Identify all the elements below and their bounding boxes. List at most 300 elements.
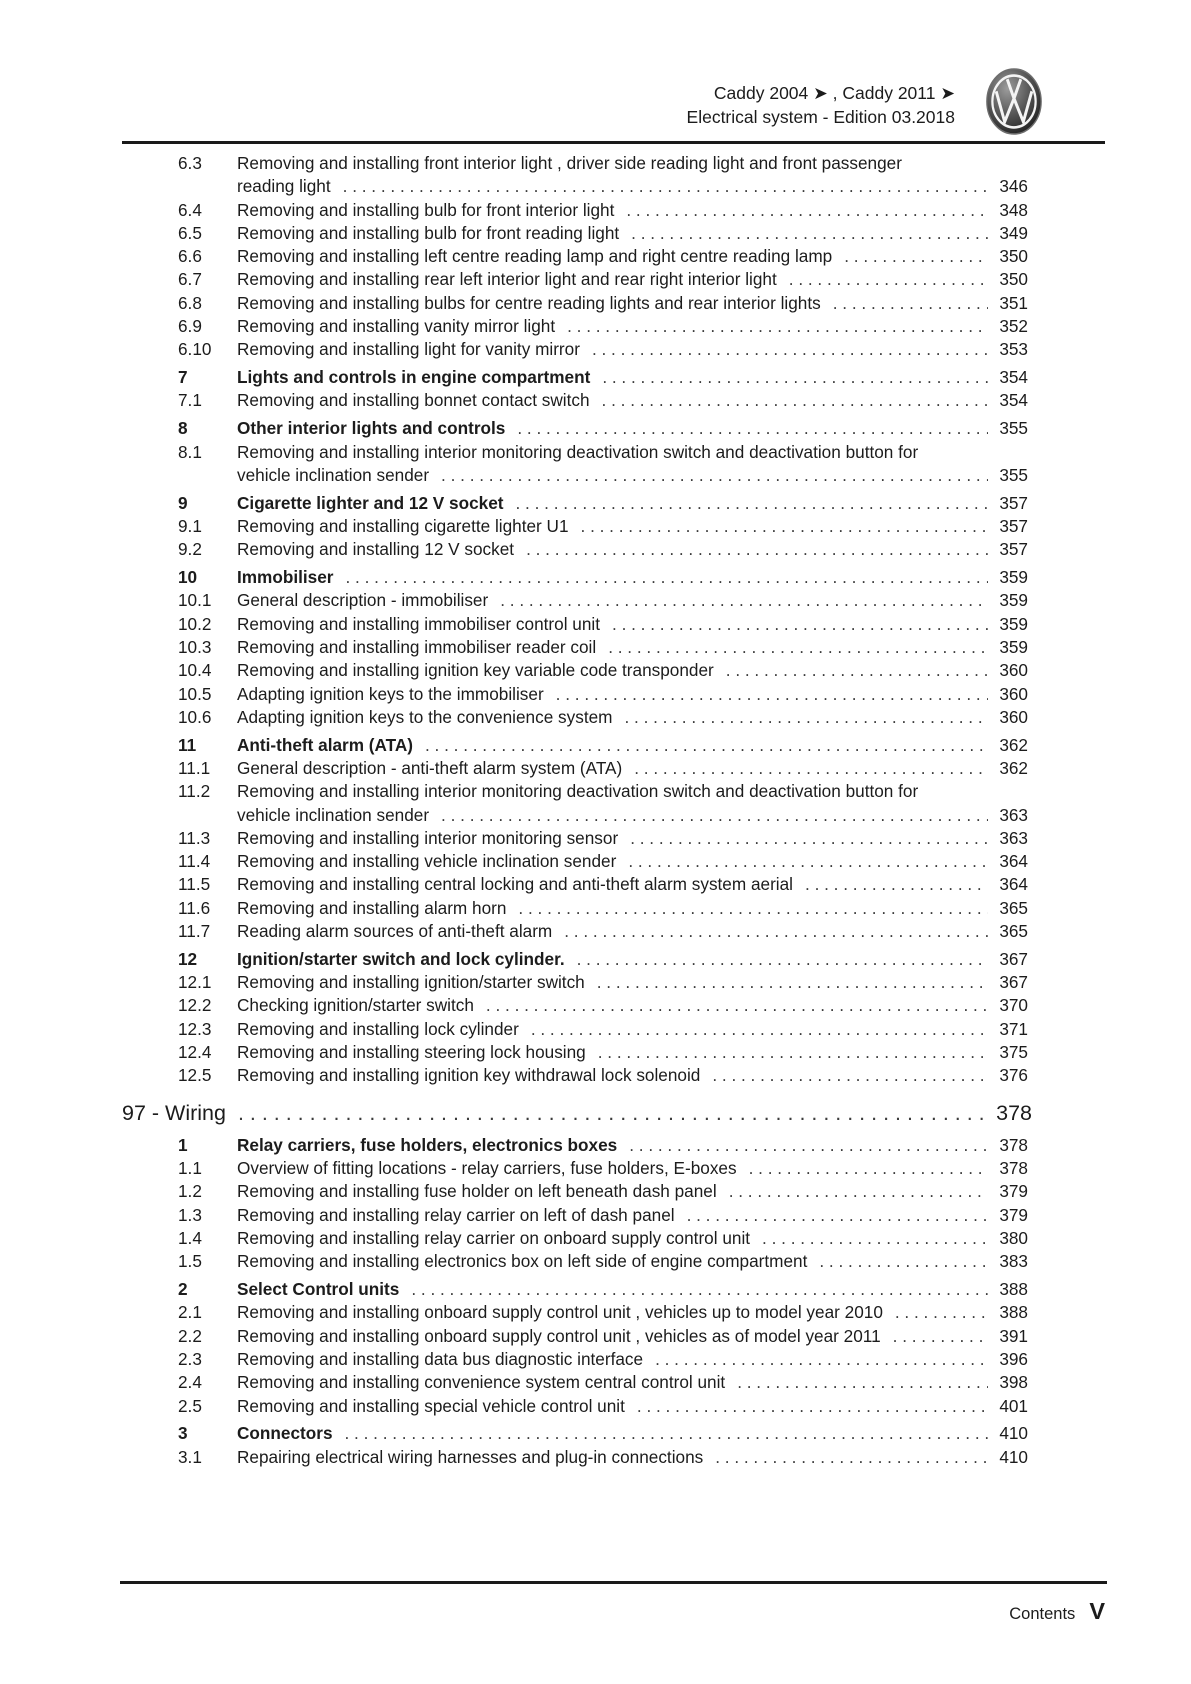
toc-item-line xyxy=(237,492,1028,515)
toc-item-page-number: 364 xyxy=(999,874,1028,895)
toc-item-title: Connectors xyxy=(237,1423,333,1444)
toc-item-entry xyxy=(237,757,1028,780)
toc-item-number: 10.6 xyxy=(178,706,212,727)
toc-item-entry xyxy=(237,706,1028,729)
toc-item-page-number: 360 xyxy=(999,660,1028,681)
toc-item-line xyxy=(237,1041,1028,1064)
toc-item-title: Removing and installing fuse holder on left beneath dash panel xyxy=(237,1181,717,1202)
dot-leader xyxy=(345,1422,989,1445)
toc-item xyxy=(122,1250,1105,1273)
toc-item-line xyxy=(237,827,1028,850)
toc-item-entry xyxy=(237,417,1028,440)
toc-item-entry xyxy=(237,1250,1028,1273)
toc-item xyxy=(122,1180,1105,1203)
toc-item-entry xyxy=(237,1325,1028,1348)
toc-item-line xyxy=(237,948,1028,971)
toc-item xyxy=(122,538,1105,561)
dot-leader xyxy=(634,757,988,780)
dot-leader xyxy=(238,1102,984,1125)
toc-item-entry xyxy=(237,683,1028,706)
toc-item-page-number: 410 xyxy=(999,1423,1028,1444)
toc-item-line xyxy=(237,1250,1028,1273)
toc-item xyxy=(122,827,1105,850)
toc-item-number: 9.2 xyxy=(178,539,202,560)
toc-item-number: 2.2 xyxy=(178,1325,202,1346)
toc-item-title: Removing and installing vanity mirror light xyxy=(237,316,556,337)
toc-item-line xyxy=(237,897,1028,920)
toc-item-page-number: 365 xyxy=(999,897,1028,918)
toc-item-number: 8.1 xyxy=(178,441,202,462)
toc-item xyxy=(122,1301,1105,1324)
toc-item-page-number: 367 xyxy=(999,948,1028,969)
dot-leader xyxy=(895,1301,988,1324)
toc-item xyxy=(122,780,1105,827)
toc-item-number: 10.5 xyxy=(178,683,212,704)
toc-item xyxy=(122,566,1105,589)
toc-item-entry xyxy=(237,268,1028,291)
toc-item-page-number: 379 xyxy=(999,1204,1028,1225)
dot-leader xyxy=(602,366,988,389)
toc-item-number: 1.5 xyxy=(178,1251,202,1272)
header-model-line: Caddy 2004 ➤ , Caddy 2011 ➤ xyxy=(713,83,955,103)
toc-item-number: 11 xyxy=(178,734,197,755)
toc-item xyxy=(122,222,1105,245)
toc-item-title: Removing and installing light for vanity mirror xyxy=(237,339,580,360)
toc-item-entry xyxy=(237,441,1028,488)
toc-item-number: 11.2 xyxy=(178,781,211,802)
toc-item xyxy=(122,417,1105,440)
toc-item xyxy=(122,338,1105,361)
toc-item-entry xyxy=(237,1227,1028,1250)
toc-item-number: 12.5 xyxy=(178,1065,212,1086)
toc-item xyxy=(122,1204,1105,1227)
chapter-heading: 97 - Wiring xyxy=(122,1100,226,1125)
toc-item-page-number: 388 xyxy=(999,1279,1028,1300)
toc-item-entry xyxy=(237,948,1028,971)
toc-item-entry xyxy=(237,566,1028,589)
toc-item xyxy=(122,683,1105,706)
toc-item-line xyxy=(237,1278,1028,1301)
toc-item-title-continued: reading light xyxy=(237,176,331,197)
toc-item-page-number: 346 xyxy=(999,176,1028,197)
toc-item-title: Removing and installing onboard supply control unit , vehicles as of model year 2011 xyxy=(237,1325,881,1346)
dot-leader xyxy=(598,1041,988,1064)
toc-item xyxy=(122,152,1105,199)
toc-item-page-number: 370 xyxy=(999,995,1028,1016)
toc-item-page-number: 350 xyxy=(999,246,1028,267)
toc-item-title: Removing and installing ignition key withdrawal lock solenoid xyxy=(237,1065,701,1086)
toc-item xyxy=(122,706,1105,729)
toc-item-title-continued: vehicle inclination sender xyxy=(237,464,430,485)
toc-item-line xyxy=(237,850,1028,873)
toc-item-line xyxy=(237,566,1028,589)
toc-chapter-row xyxy=(122,1102,1105,1125)
toc-item xyxy=(122,268,1105,291)
toc-item-page-number: 354 xyxy=(999,390,1028,411)
footer-page-number: V xyxy=(1089,1598,1105,1624)
toc-item-line xyxy=(237,659,1028,682)
toc-item-page-number: 371 xyxy=(999,1018,1028,1039)
toc-item-line xyxy=(237,1446,1028,1469)
footer-rule xyxy=(120,1581,1107,1584)
toc-item xyxy=(122,1325,1105,1348)
toc-item-number: 6.5 xyxy=(178,222,202,243)
dot-leader xyxy=(425,734,988,757)
dot-leader xyxy=(441,804,988,827)
dot-leader xyxy=(628,850,988,873)
toc-item-title: Ignition/starter switch and lock cylinder. xyxy=(237,948,565,969)
dot-leader xyxy=(564,920,988,943)
dot-leader xyxy=(567,315,988,338)
dot-leader xyxy=(592,338,988,361)
toc-item-page-number: 367 xyxy=(999,972,1028,993)
dot-leader xyxy=(737,1371,988,1394)
toc-item-title: Removing and installing convenience system central control unit xyxy=(237,1372,726,1393)
header-rule xyxy=(122,141,1105,144)
toc-item-title: Checking ignition/starter switch xyxy=(237,995,474,1016)
toc-item-number: 2 xyxy=(178,1279,188,1300)
dot-leader xyxy=(518,897,988,920)
toc-item-entry xyxy=(237,315,1028,338)
toc-item-number: 1 xyxy=(178,1134,188,1155)
dot-leader xyxy=(411,1278,988,1301)
toc-item-page-number: 375 xyxy=(999,1041,1028,1062)
toc-item-title: Lights and controls in engine compartment xyxy=(237,367,591,388)
toc-item-title: Removing and installing relay carrier on onboard supply control unit xyxy=(237,1228,751,1249)
toc-item-line xyxy=(237,315,1028,338)
toc-item-entry xyxy=(237,1371,1028,1394)
dot-leader xyxy=(687,1204,988,1227)
toc-item-entry xyxy=(237,1134,1028,1157)
toc-item-page-number: 349 xyxy=(999,222,1028,243)
dot-leader xyxy=(624,706,988,729)
toc-item xyxy=(122,292,1105,315)
toc-item-number: 6.3 xyxy=(178,153,202,173)
toc-item-page-number: 355 xyxy=(999,418,1028,439)
toc-item-number: 7.1 xyxy=(178,390,202,411)
toc-item-line xyxy=(237,366,1028,389)
toc-item-entry xyxy=(237,1301,1028,1324)
toc-item-line xyxy=(237,1395,1028,1418)
toc-item-number: 6.4 xyxy=(178,199,202,220)
toc-item-number: 10.3 xyxy=(178,636,212,657)
toc-item xyxy=(122,366,1105,389)
dot-leader xyxy=(637,1395,988,1418)
toc-item-title: Cigarette lighter and 12 V socket xyxy=(237,492,504,513)
dot-leader xyxy=(626,199,988,222)
toc-item-title: General description - immobiliser xyxy=(237,590,489,611)
toc-item-number: 6.9 xyxy=(178,316,202,337)
toc-item-entry xyxy=(237,1064,1028,1087)
toc-item xyxy=(122,1395,1105,1418)
toc-item-entry xyxy=(237,994,1028,1017)
toc-item-title: Removing and installing steering lock housing xyxy=(237,1041,586,1062)
toc-item-number: 1.1 xyxy=(178,1158,202,1179)
toc-item xyxy=(122,199,1105,222)
toc-item xyxy=(122,441,1105,488)
toc-item-number: 11.5 xyxy=(178,874,211,895)
toc-item xyxy=(122,948,1105,971)
toc-item-number: 12.3 xyxy=(178,1018,212,1039)
toc-item-number: 10.1 xyxy=(178,590,212,611)
toc-item-line xyxy=(237,199,1028,222)
toc-item-entry xyxy=(237,1041,1028,1064)
dot-leader xyxy=(500,589,988,612)
toc-item-page-number: 359 xyxy=(999,613,1028,634)
toc-item-number: 3.1 xyxy=(178,1446,202,1467)
toc-item-line xyxy=(237,1422,1028,1445)
toc-item xyxy=(122,920,1105,943)
toc-item xyxy=(122,1064,1105,1087)
toc-item-page-number: 391 xyxy=(999,1325,1028,1346)
toc-item-page-number: 351 xyxy=(999,292,1028,313)
document-header xyxy=(687,82,955,129)
toc-item-page-number: 380 xyxy=(999,1228,1028,1249)
toc-item-entry xyxy=(237,152,1028,199)
toc-item-line xyxy=(237,417,1028,440)
toc-item-number: 7 xyxy=(178,367,188,388)
toc-item xyxy=(122,757,1105,780)
vw-logo-icon xyxy=(986,68,1042,135)
toc-item xyxy=(122,613,1105,636)
toc-item-number: 9 xyxy=(178,492,188,513)
toc-item-entry xyxy=(237,538,1028,561)
toc-item xyxy=(122,850,1105,873)
toc-item-title: Removing and installing bulbs for centre reading lights and rear interior lights xyxy=(237,292,821,313)
toc-item-line xyxy=(237,706,1028,729)
toc-item-entry xyxy=(237,389,1028,412)
toc-item-number: 11.1 xyxy=(178,757,211,778)
toc-item-page-number: 383 xyxy=(999,1251,1028,1272)
toc-item-title: Removing and installing bulb for front reading light xyxy=(237,222,620,243)
dot-leader xyxy=(655,1348,988,1371)
toc-item-title: Anti-theft alarm (ATA) xyxy=(237,734,413,755)
toc-item-line xyxy=(237,1371,1028,1394)
toc-item-title: Removing and installing ignition key variable code transponder xyxy=(237,660,714,681)
toc-item-entry xyxy=(237,659,1028,682)
toc-item-line xyxy=(237,1018,1028,1041)
toc-item-line xyxy=(237,389,1028,412)
dot-leader xyxy=(629,1134,988,1157)
dot-leader xyxy=(715,1446,988,1469)
dot-leader xyxy=(762,1227,988,1250)
toc-item-page-number: 401 xyxy=(999,1395,1028,1416)
toc-item-entry xyxy=(237,920,1028,943)
toc-item-title-line1: Removing and installing interior monitoring deactivation switch and deactivation button for xyxy=(237,781,919,802)
toc-item-entry xyxy=(237,222,1028,245)
dot-leader xyxy=(819,1250,988,1273)
toc-item-number: 2.4 xyxy=(178,1372,202,1393)
toc-item-page-number: 378 xyxy=(999,1134,1028,1155)
toc-item-number: 11.6 xyxy=(178,897,211,918)
toc-item-entry xyxy=(237,1180,1028,1203)
toc-item-number: 10.2 xyxy=(178,613,212,634)
toc-item-line xyxy=(237,1134,1028,1157)
toc-item xyxy=(122,1041,1105,1064)
toc-item-title: Select Control units xyxy=(237,1279,400,1300)
toc-item-entry xyxy=(237,827,1028,850)
toc-item xyxy=(122,1278,1105,1301)
dot-leader xyxy=(630,827,988,850)
toc-item-number: 6.6 xyxy=(178,246,202,267)
toc-item xyxy=(122,492,1105,515)
toc-item xyxy=(122,1134,1105,1157)
toc-item-entry xyxy=(237,897,1028,920)
toc-item-title: Repairing electrical wiring harnesses and plug-in connections xyxy=(237,1446,704,1467)
toc-item-line xyxy=(237,920,1028,943)
toc-item-entry xyxy=(237,199,1028,222)
toc-item-line xyxy=(237,683,1028,706)
toc-item-entry xyxy=(237,245,1028,268)
toc-item-number: 2.1 xyxy=(178,1302,202,1323)
toc-item xyxy=(122,1422,1105,1445)
toc-item-title: Removing and installing cigarette lighter U1 xyxy=(237,515,569,536)
dot-leader xyxy=(556,683,988,706)
dot-leader xyxy=(789,268,988,291)
toc-item-title: Removing and installing rear left interior light and rear right interior light xyxy=(237,269,777,290)
toc-item xyxy=(122,734,1105,757)
toc-item xyxy=(122,659,1105,682)
toc-item-line xyxy=(237,1348,1028,1371)
toc-item-title-line2 xyxy=(237,464,1028,487)
toc-item-number: 2.3 xyxy=(178,1349,202,1370)
toc-item-title: Other interior lights and controls xyxy=(237,418,506,439)
toc-item-number: 8 xyxy=(178,418,188,439)
toc-item-number: 10.4 xyxy=(178,660,212,681)
toc-item xyxy=(122,994,1105,1017)
toc-item-page-number: 396 xyxy=(999,1349,1028,1370)
toc-item-entry xyxy=(237,338,1028,361)
toc-item-entry xyxy=(237,589,1028,612)
toc-item-entry xyxy=(237,850,1028,873)
toc-item-line xyxy=(237,1325,1028,1348)
toc-item-page-number: 357 xyxy=(999,539,1028,560)
toc-item-title: Adapting ignition keys to the immobiliser xyxy=(237,683,544,704)
toc-item-page-number: 364 xyxy=(999,851,1028,872)
toc-item xyxy=(122,589,1105,612)
toc-item-title: Removing and installing lock cylinder xyxy=(237,1018,519,1039)
toc-item-page-number: 353 xyxy=(999,339,1028,360)
toc-item-title: Removing and installing bulb for front interior light xyxy=(237,199,615,220)
toc-item-title: Removing and installing data bus diagnostic interface xyxy=(237,1349,644,1370)
toc-item-title: Removing and installing special vehicle control unit xyxy=(237,1395,625,1416)
page-footer xyxy=(122,1598,1105,1625)
dot-leader xyxy=(844,245,988,268)
toc-item-title: Removing and installing ignition/starter switch xyxy=(237,972,585,993)
dot-leader xyxy=(749,1157,988,1180)
toc-item-entry xyxy=(237,1348,1028,1371)
toc-item-page-number: 379 xyxy=(999,1181,1028,1202)
toc-item-line xyxy=(237,1301,1028,1324)
toc-item xyxy=(122,1227,1105,1250)
toc-item-title: Overview of fitting locations - relay carriers, fuse holders, E-boxes xyxy=(237,1158,737,1179)
toc-item-title: Removing and installing immobiliser reader coil xyxy=(237,636,597,657)
toc-item-page-number: 362 xyxy=(999,734,1028,755)
toc-item-number: 1.3 xyxy=(178,1204,202,1225)
toc-item-line xyxy=(237,636,1028,659)
dot-leader xyxy=(726,659,988,682)
toc-item xyxy=(122,515,1105,538)
toc-item-page-number: 355 xyxy=(999,464,1028,485)
toc-item-entry xyxy=(237,734,1028,757)
toc-item-title-line1: Removing and installing interior monitoring deactivation switch and deactivation button for xyxy=(237,441,919,462)
toc-item xyxy=(122,1348,1105,1371)
toc-item-title: Removing and installing bonnet contact switch xyxy=(237,390,590,411)
toc-item-line xyxy=(237,222,1028,245)
toc-item xyxy=(122,1446,1105,1469)
toc-item-line xyxy=(237,589,1028,612)
toc-item-page-number: 363 xyxy=(999,827,1028,848)
dot-leader xyxy=(516,492,989,515)
toc-item-number: 1.4 xyxy=(178,1228,202,1249)
toc-item-line xyxy=(237,994,1028,1017)
toc-item xyxy=(122,636,1105,659)
toc-item-number: 12.4 xyxy=(178,1041,212,1062)
toc-item-entry xyxy=(237,1204,1028,1227)
toc-item-line xyxy=(237,1064,1028,1087)
toc-item-line xyxy=(237,338,1028,361)
dot-leader xyxy=(612,613,988,636)
toc-item-entry xyxy=(237,613,1028,636)
toc-item xyxy=(122,1157,1105,1180)
dot-leader xyxy=(517,417,988,440)
toc-item-title: Removing and installing relay carrier on left of dash panel xyxy=(237,1204,675,1225)
dot-leader xyxy=(893,1325,988,1348)
toc-item-page-number: 357 xyxy=(999,515,1028,536)
dot-leader xyxy=(526,538,988,561)
toc-item-number: 2.5 xyxy=(178,1395,202,1416)
toc-item-title: Removing and installing onboard supply control unit , vehicles up to model year 2010 xyxy=(237,1302,883,1323)
toc-item-number: 1.2 xyxy=(178,1181,202,1202)
dot-leader xyxy=(577,948,988,971)
toc-item-number: 12.1 xyxy=(178,972,212,993)
toc-item-title-line2 xyxy=(237,175,1028,198)
toc-item-page-number: 378 xyxy=(999,1158,1028,1179)
toc-item-entry xyxy=(237,1395,1028,1418)
toc-item-number: 3 xyxy=(178,1423,188,1444)
toc-item-title: Adapting ignition keys to the convenience system xyxy=(237,706,613,727)
chapter-page-number: 378 xyxy=(996,1100,1032,1125)
toc-item-title: General description - anti-theft alarm system (ATA) xyxy=(237,757,623,778)
toc-item-number: 12 xyxy=(178,948,198,969)
toc-item-page-number: 362 xyxy=(999,757,1028,778)
toc-item-entry xyxy=(237,780,1028,827)
toc-item-entry xyxy=(237,1446,1028,1469)
toc-item-line xyxy=(237,1227,1028,1250)
toc-item-title: Removing and installing vehicle inclination sender xyxy=(237,851,617,872)
toc-item xyxy=(122,873,1105,896)
footer-contents-label: Contents xyxy=(1009,1605,1076,1623)
dot-leader xyxy=(531,1018,988,1041)
toc-item-title: Reading alarm sources of anti-theft alarm xyxy=(237,921,553,941)
toc-item-entry xyxy=(237,636,1028,659)
toc-item xyxy=(122,971,1105,994)
toc-item-line xyxy=(237,515,1028,538)
toc-item-title: Removing and installing left centre reading lamp and right centre reading lamp xyxy=(237,246,833,267)
dot-leader xyxy=(343,175,988,198)
toc-item-entry xyxy=(237,366,1028,389)
toc-item xyxy=(122,389,1105,412)
dot-leader xyxy=(833,292,988,315)
header-edition-line: Electrical system - Edition 03.2018 xyxy=(686,106,955,127)
dot-leader xyxy=(805,873,988,896)
toc-item-line xyxy=(237,1157,1028,1180)
toc-item-line xyxy=(237,268,1028,291)
toc-item-title: Removing and installing 12 V socket xyxy=(237,539,515,560)
toc-item-entry xyxy=(237,492,1028,515)
toc-item-number: 6.10 xyxy=(178,339,212,360)
toc-item-number: 6.8 xyxy=(178,292,202,313)
